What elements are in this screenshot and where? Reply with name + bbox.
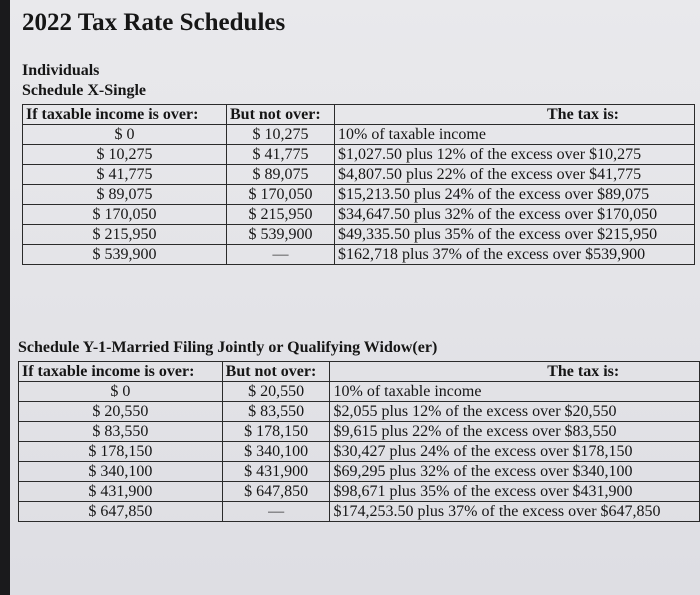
tax-formula-cell: $15,213.50 plus 24% of the excess over $89,075 xyxy=(335,185,695,205)
income-not-over-cell: $ 20,550 xyxy=(222,382,330,402)
table-row xyxy=(19,402,700,422)
column-header-tax: The tax is: xyxy=(335,105,695,125)
income-over-cell: $ 0 xyxy=(19,382,223,402)
income-not-over-cell: $ 89,075 xyxy=(227,165,335,185)
income-not-over-cell: $ 178,150 xyxy=(222,422,330,442)
income-not-over-cell: — xyxy=(222,502,330,522)
tax-formula-cell: 10% of taxable income xyxy=(330,382,700,402)
table-header-row xyxy=(23,105,695,125)
column-header-over: If taxable income is over: xyxy=(19,362,223,382)
section-heading-individuals: Individuals xyxy=(22,62,100,79)
income-over-cell: $ 41,775 xyxy=(23,165,227,185)
table-row xyxy=(19,382,700,402)
table-row xyxy=(23,145,695,165)
tax-formula-cell: 10% of taxable income xyxy=(335,125,695,145)
table-row xyxy=(23,125,695,145)
tax-formula-cell: $162,718 plus 37% of the excess over $539,900 xyxy=(335,245,695,265)
table-row xyxy=(23,225,695,245)
income-over-cell: $ 539,900 xyxy=(23,245,227,265)
income-not-over-cell: $ 539,900 xyxy=(227,225,335,245)
income-not-over-cell: $ 215,950 xyxy=(227,205,335,225)
column-header-tax: The tax is: xyxy=(330,362,700,382)
income-not-over-cell: $ 647,850 xyxy=(222,482,330,502)
tax-formula-cell: $9,615 plus 22% of the excess over $83,550 xyxy=(330,422,700,442)
income-not-over-cell: $ 340,100 xyxy=(222,442,330,462)
tax-formula-cell: $4,807.50 plus 22% of the excess over $41,775 xyxy=(335,165,695,185)
schedule-y1-body xyxy=(19,382,700,522)
income-over-cell: $ 0 xyxy=(23,125,227,145)
column-header-over: If taxable income is over: xyxy=(23,105,227,125)
table-header-row xyxy=(19,362,700,382)
schedule-x-table xyxy=(22,104,695,265)
income-not-over-cell: $ 10,275 xyxy=(227,125,335,145)
income-over-cell: $ 340,100 xyxy=(19,462,223,482)
table-row xyxy=(19,422,700,442)
tax-formula-cell: $98,671 plus 35% of the excess over $431,900 xyxy=(330,482,700,502)
column-header-not-over: But not over: xyxy=(222,362,330,382)
schedule-x-heading: Schedule X-Single xyxy=(22,82,147,99)
tax-formula-cell: $2,055 plus 12% of the excess over $20,550 xyxy=(330,402,700,422)
table-row xyxy=(23,205,695,225)
income-over-cell: $ 83,550 xyxy=(19,422,223,442)
document-page xyxy=(10,0,700,595)
income-not-over-cell: $ 431,900 xyxy=(222,462,330,482)
income-over-cell: $ 647,850 xyxy=(19,502,223,522)
income-over-cell: $ 178,150 xyxy=(19,442,223,462)
table-row xyxy=(19,482,700,502)
table-row xyxy=(19,462,700,482)
tax-formula-cell: $1,027.50 plus 12% of the excess over $10,275 xyxy=(335,145,695,165)
income-not-over-cell: $ 170,050 xyxy=(227,185,335,205)
income-not-over-cell: $ 41,775 xyxy=(227,145,335,165)
tax-formula-cell: $30,427 plus 24% of the excess over $178,150 xyxy=(330,442,700,462)
income-over-cell: $ 89,075 xyxy=(23,185,227,205)
income-not-over-cell: — xyxy=(227,245,335,265)
income-over-cell: $ 431,900 xyxy=(19,482,223,502)
table-row xyxy=(23,185,695,205)
tax-formula-cell: $49,335.50 plus 35% of the excess over $215,950 xyxy=(335,225,695,245)
schedule-y1-heading: Schedule Y-1-Married Filing Jointly or Qualifying Widow(er) xyxy=(18,339,438,356)
schedule-x-body xyxy=(23,125,695,265)
table-row xyxy=(23,165,695,185)
table-row xyxy=(19,442,700,462)
income-over-cell: $ 10,275 xyxy=(23,145,227,165)
income-over-cell: $ 215,950 xyxy=(23,225,227,245)
income-over-cell: $ 20,550 xyxy=(19,402,223,422)
tax-formula-cell: $34,647.50 plus 32% of the excess over $170,050 xyxy=(335,205,695,225)
table-row xyxy=(19,502,700,522)
page-title: 2022 Tax Rate Schedules xyxy=(22,9,286,36)
table-row xyxy=(23,245,695,265)
column-header-not-over: But not over: xyxy=(227,105,335,125)
income-not-over-cell: $ 83,550 xyxy=(222,402,330,422)
tax-formula-cell: $69,295 plus 32% of the excess over $340,100 xyxy=(330,462,700,482)
schedule-y1-table xyxy=(18,361,700,522)
income-over-cell: $ 170,050 xyxy=(23,205,227,225)
tax-formula-cell: $174,253.50 plus 37% of the excess over $647,850 xyxy=(330,502,700,522)
